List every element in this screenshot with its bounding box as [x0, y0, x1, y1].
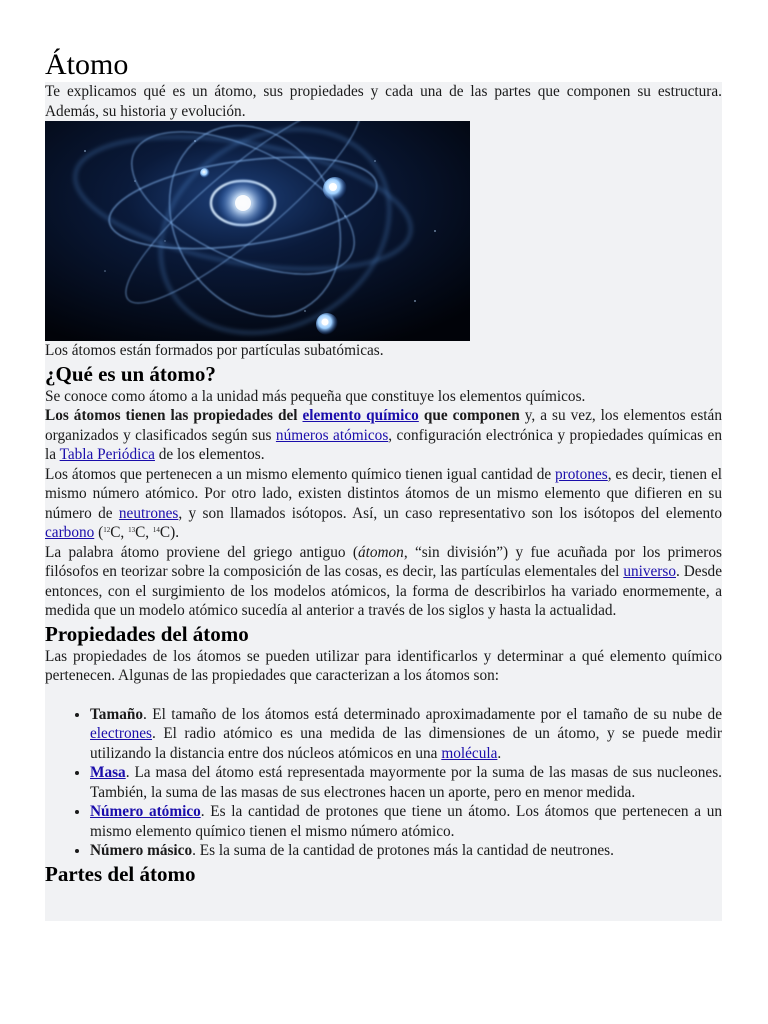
bold-text-end: que componen [418, 407, 520, 424]
section1-paragraph-2 [45, 406, 722, 465]
paragraph-text: y, a su vez, los elementos están organizados y clasificados según sus [45, 407, 722, 444]
atom-illustration [45, 121, 470, 341]
paragraph-text: , y son llamados isótopos. Así, un caso representativo son los isótopos del elemento [178, 504, 722, 522]
link-electrones[interactable]: electrones [90, 725, 153, 742]
heading-que-es-un-atomo: ¿Qué es un átomo? [45, 361, 216, 386]
isotope-mass-number: 13 [128, 526, 136, 534]
article-body [45, 82, 722, 921]
list-item-text: . La masa del átomo está representada mayormente por la suma de las masas de sus nucleones. También, la suma de las masas de sus electrones hacen un aporte, pero en menor medida. [90, 764, 722, 801]
isotope-symbol: C, [110, 524, 129, 541]
bold-text-start: Los átomos tienen las propiedades del [45, 407, 303, 424]
italic-term: átomon [357, 543, 404, 561]
paragraph-text: ( [94, 524, 104, 541]
paragraph-text: , “sin división”) y fue acuñada por los primeros filósofos en teorizar sobre la composición de las cosas, es decir, las partículas elementales del [45, 543, 723, 580]
list-item-tamano [90, 705, 722, 764]
section1-paragraph-3 [45, 465, 722, 543]
page-title: Átomo [45, 48, 129, 81]
list-item-text: . Es la suma de la cantidad de protones más la cantidad de neutrones. [192, 842, 614, 859]
term-numero-masico: Número másico [90, 842, 193, 859]
paragraph-text: de los elementos. [154, 446, 265, 463]
link-numero-atomico[interactable]: Número atómico [90, 803, 201, 820]
paragraph-text: Los átomos que pertenecen a un mismo elemento químico tienen igual cantidad de [45, 465, 556, 483]
link-elemento-quimico[interactable]: elemento químico [302, 407, 419, 424]
isotope-mass-number: 14 [152, 526, 160, 534]
bold-text [45, 407, 520, 424]
link-neutrones[interactable]: neutrones [118, 504, 179, 522]
list-item-numero-masico [90, 841, 722, 861]
link-molecula[interactable]: molécula [441, 744, 498, 762]
list-item-text: . El radio atómico es una medida de las dimensiones de un átomo, y se puede medir utilizando la distancia entre dos núcleos atómicos en una [90, 725, 722, 762]
section1-paragraph-4 [45, 543, 722, 621]
paragraph-text: . Desde entonces, con el surgimiento de los modelos atómicos, la forma de describirlos ha variado enormemente, a medida que un modelo atómico sucedía al anterior a través de los siglos y hasta la actualidad. [45, 563, 722, 619]
list-item-numero-atomico [90, 802, 722, 841]
link-numeros-atomicos[interactable]: números atómicos [275, 426, 389, 444]
term-tamano: Tamaño [90, 705, 143, 723]
spacer [45, 686, 722, 705]
image-caption: Los átomos están formados por partículas subatómicas. [45, 342, 384, 359]
paragraph-text: , es decir, tienen el mismo número atómico. Por otro lado, existen distintos átomos de un mismo elemento que difieren en su número de [45, 465, 722, 522]
heading-partes-del-atomo: Partes del átomo [45, 861, 196, 886]
list-item-masa [90, 763, 722, 802]
isotope-mass-number: 12 [103, 526, 111, 534]
properties-list [45, 705, 722, 861]
link-carbono[interactable]: carbono [45, 524, 95, 541]
paragraph-text: , configuración electrónica y propiedades químicas en la [45, 426, 722, 463]
link-tabla-periodica[interactable]: Tabla Periódica [59, 446, 155, 463]
isotope-symbol: C, [135, 524, 153, 541]
paragraph-text: La palabra átomo proviene del griego antiguo ( [45, 543, 358, 561]
link-protones[interactable]: protones [555, 465, 608, 483]
list-item-text: . [497, 744, 502, 762]
section1-paragraph-1: Se conoce como átomo a la unidad más pequeña que constituye los elementos químicos. [45, 387, 586, 405]
list-item-text: . El tamaño de los átomos está determinado aproximadamente por el tamaño de su nube de [143, 705, 722, 723]
isotope-symbol: C). [159, 524, 180, 541]
intro-paragraph: Te explicamos qué es un átomo, sus propiedades y cada una de las partes que componen su estructura. Además, su historia y evolución. [45, 83, 722, 120]
link-masa[interactable]: Masa [90, 764, 126, 781]
list-item-text: . Es la cantidad de protones que tiene un átomo. Los átomos que pertenecen a un mismo elemento químico tienen el mismo número atómico. [90, 803, 722, 840]
link-universo[interactable]: universo [623, 563, 676, 580]
section2-paragraph-1: Las propiedades de los átomos se pueden utilizar para identificarlos y determinar a qué elemento químico pertenecen. Algunas de las propiedades que caracterizan a los átomos son: [45, 647, 722, 684]
heading-propiedades-del-atomo: Propiedades del átomo [45, 621, 249, 646]
